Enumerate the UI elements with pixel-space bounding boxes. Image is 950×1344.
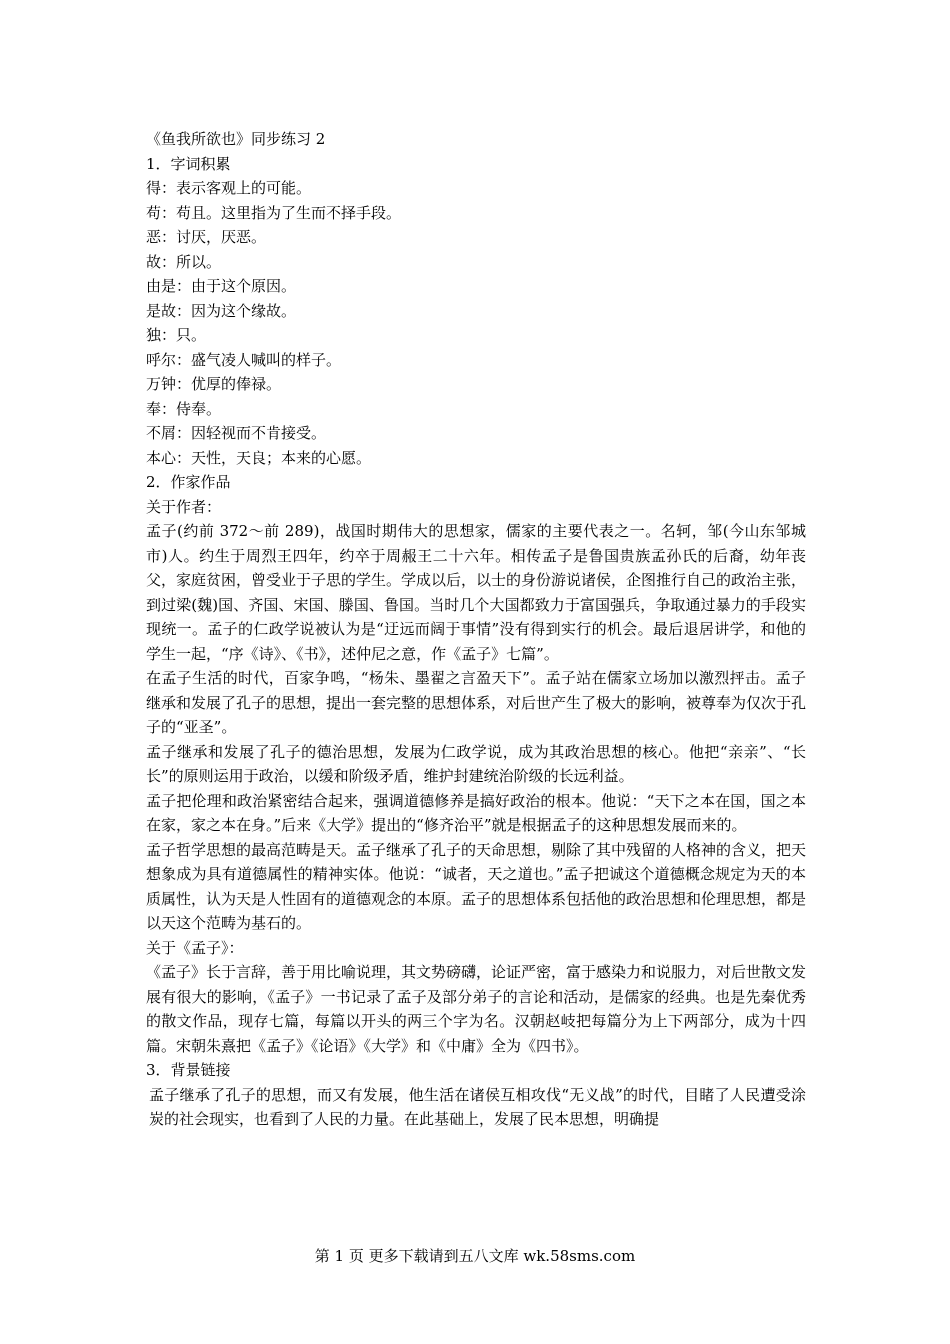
about-author-label: 关于作者： <box>146 497 222 516</box>
vocab-entry: 奉：侍奉。 <box>146 399 222 418</box>
about-book-label: 关于《孟子》： <box>146 938 244 957</box>
background-paragraph: 孟子继承了孔子的思想，而又有发展，他生活在诸侯互相攻伐“无义战”的时代，目睹了人民遭受涂炭的社会现实，也看到了人民的力量。在此基础上，发展了民本思想，明确提 <box>149 1085 806 1128</box>
vocab-entry: 故：所以。 <box>146 252 222 271</box>
section-heading-background: 3．背景链接 <box>146 1061 231 1079</box>
vocab-entry: 万钟：优厚的俸禄。 <box>146 375 282 393</box>
vocab-entry: 不屑：因轻视而不肯接受。 <box>146 424 327 442</box>
vocab-entry: 呼尔：盛气凌人喊叫的样子。 <box>146 350 342 369</box>
vocab-entry: 得：表示客观上的可能。 <box>146 179 312 197</box>
section-heading-vocabulary: 1．字词积累 <box>146 154 231 173</box>
vocab-entry: 本心：天性，天良；本来的心愿。 <box>146 448 372 467</box>
page-footer: 第 1 页 更多下载请到五八文库 wk.58sms.com <box>314 1247 636 1265</box>
vocab-entry: 独：只。 <box>146 326 207 344</box>
document-title: 《鱼我所欲也》同步练习 2 <box>146 130 326 148</box>
book-paragraph: 《孟子》长于言辞，善于用比喻说理，其文势磅礴，论证严密，富于感染力和说服力，对后世散文发展有很大的影响，《孟子》一书记录了孟子及部分弟子的言论和活动，是儒家的经典。也是先秦优秀的散文作品，现存七篇，每篇以开头的两三个字为名。汉朝赵岐把每篇分为上下两部分，成为十四篇。宋朝朱熹把《孟子》《论语》《大学》和《中庸》全为《四书》。 <box>146 963 807 1055</box>
document-body <box>146 127 806 1132</box>
vocab-entry: 由是：由于这个原因。 <box>146 277 297 295</box>
vocab-entry: 是故：因为这个缘故。 <box>146 301 297 320</box>
author-paragraph: 在孟子生活的时代，百家争鸣，“杨朱、墨翟之言盈天下”。孟子站在儒家立场加以激烈抨击。孟子继承和发展了孔子的思想，提出一套完整的思想体系，对后世产生了极大的影响，被尊奉为仅次于孔子的“亚圣”。 <box>146 669 807 736</box>
author-paragraph: 孟子(约前 372～前 289)，战国时期伟大的思想家，儒家的主要代表之一。名轲，邹(今山东邹城市)人。约生于周烈王四年，约卒于周赧王二十六年。相传孟子是鲁国贵族孟孙氏的后裔，幼年丧父，家庭贫困，曾受业于子思的学生。学成以后，以士的身份游说诸侯，企图推行自己的政治主张，到过梁(魏)国、齐国、宋国、滕国、鲁国。当时几个大国都致力于富国强兵，争取通过暴力的手段实现统一。孟子的仁政学说被认为是“迂远而阔于事情”没有得到实行的机会。最后退居讲学，和他的学生一起，“序《诗》、《书》，述仲尼之意，作《孟子》七篇”。 <box>146 522 807 663</box>
author-paragraph: 孟子把伦理和政治紧密结合起来，强调道德修养是搞好政治的根本。他说：“天下之本在国，国之本在家，家之本在身。”后来《大学》提出的“修齐治平”就是根据孟子的这种思想发展而来的。 <box>146 791 806 834</box>
section-heading-author-works: 2．作家作品 <box>146 473 231 491</box>
vocab-entry: 恶：讨厌，厌恶。 <box>146 228 267 246</box>
author-paragraph: 孟子继承和发展了孔子的德治思想，发展为仁政学说，成为其政治思想的核心。他把“亲亲”、“长长”的原则运用于政治，以缓和阶级矛盾，维护封建统治阶级的长远利益。 <box>146 742 806 785</box>
vocab-entry: 苟：苟且。这里指为了生而不择手段。 <box>146 203 402 222</box>
author-paragraph: 孟子哲学思想的最高范畴是天。孟子继承了孔子的天命思想，剔除了其中残留的人格神的含义，把天想象成为具有道德属性的精神实体。他说：“诚者，天之道也。”孟子把诚这个道德概念规定为天的本质属性，认为天是人性固有的道德观念的本原。孟子的思想体系包括他的政治思想和伦理思想，都是以天这个范畴为基石的。 <box>146 840 807 932</box>
